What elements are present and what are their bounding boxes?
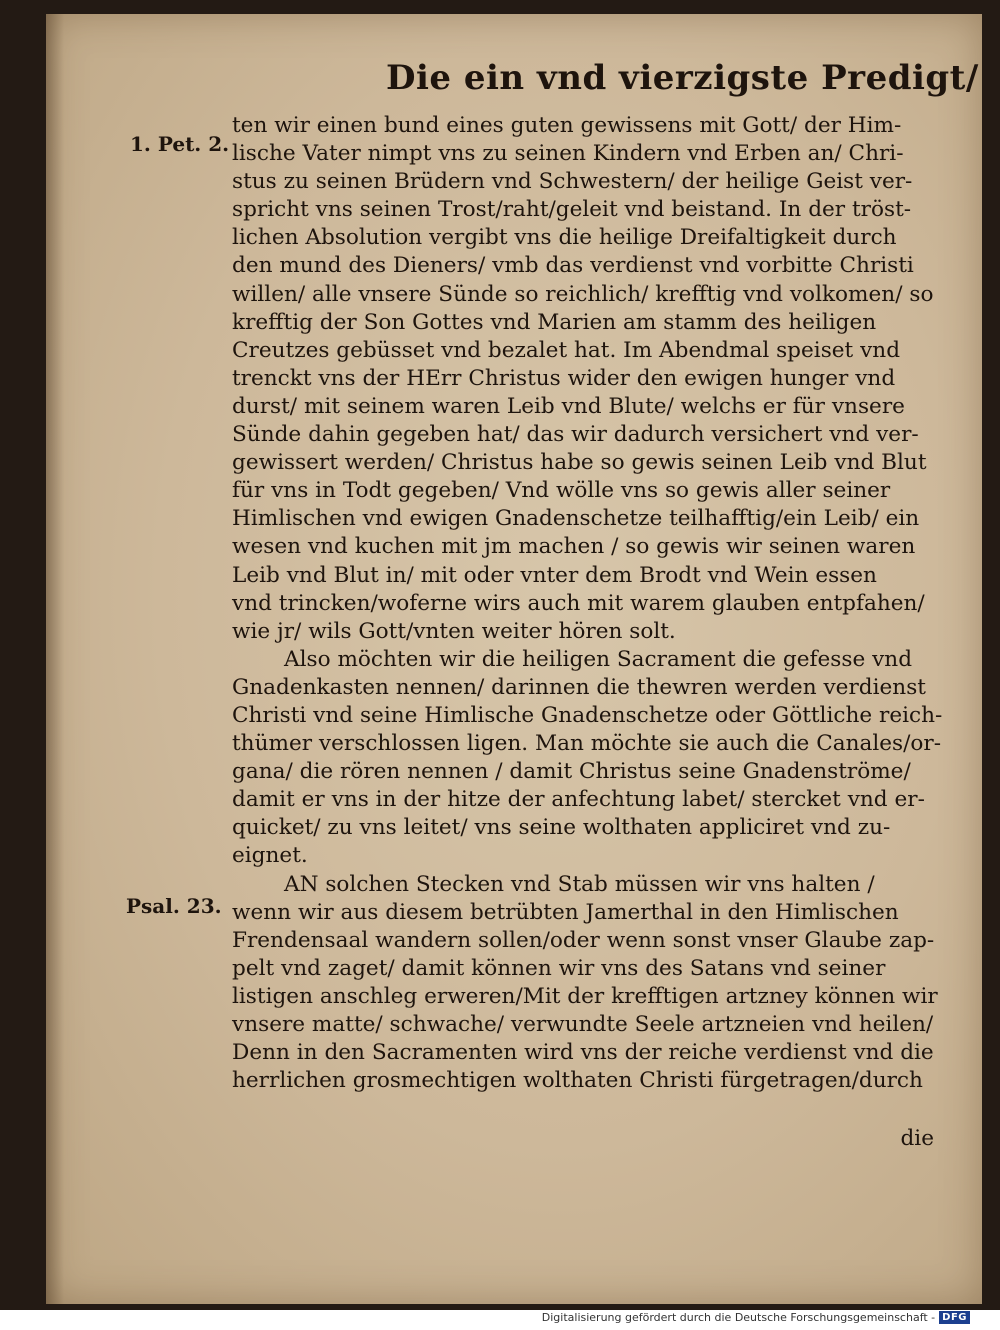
paragraph-start-line: AN solchen Stecken vnd Stab müssen wir vns halten / bbox=[284, 871, 875, 897]
text-line: wenn wir aus diesem betrübten Jamerthal in den Himlischen bbox=[232, 899, 899, 925]
text-line: für vns in Todt gegeben/ Vnd wölle vns so gewis aller seiner bbox=[232, 478, 891, 504]
text-line: vnd trincken/woferne wirs auch mit warem glauben entpfahen/ bbox=[232, 590, 925, 616]
text-line: krefftig der Son Gottes vnd Marien am stamm des heiligen bbox=[232, 309, 877, 335]
page-gutter-shadow bbox=[46, 14, 64, 1304]
text-line: den mund des Dieners/ vmb das verdienst vnd vorbitte Christi bbox=[232, 253, 914, 279]
text-line: wesen vnd kuchen mit jm machen / so gewis wir seinen waren bbox=[232, 534, 916, 560]
text-line: lichen Absolution vergibt vns die heilige Dreifaltigkeit durch bbox=[232, 225, 897, 251]
running-header: Die ein vnd vierzigste Predigt/ bbox=[386, 58, 979, 98]
text-line: willen/ alle vnsere Sünde so reichlich/ krefftig vnd volkomen/ so bbox=[232, 281, 934, 307]
text-line: vnsere matte/ schwache/ verwundte Seele artzneien vnd heilen/ bbox=[232, 1012, 934, 1037]
catchword: die bbox=[900, 1126, 934, 1151]
paragraph-start-line: Also möchten wir die heiligen Sacrament die gefesse vnd bbox=[284, 646, 913, 672]
text-line: Frendensaal wandern sollen/oder wenn sonst vnser Glaube zap- bbox=[232, 927, 935, 953]
text-line: pelt vnd zaget/ damit können wir vns des Satans vnd seiner bbox=[232, 955, 886, 981]
body-text bbox=[232, 112, 943, 1095]
text-line: quicket/ zu vns leitet/ vns seine wolthaten appliciret vnd zu- bbox=[232, 815, 891, 841]
text-line: gana/ die rören nennen / damit Christus seine Gnadenströme/ bbox=[232, 759, 911, 785]
text-line: stus zu seinen Brüdern vnd Schwestern/ der heilige Geist ver- bbox=[232, 169, 913, 195]
text-line: gewissert werden/ Christus habe so gewis seinen Leib vnd Blut bbox=[232, 450, 927, 476]
text-line: ten wir einen bund eines guten gewissens mit Gott/ der Him- bbox=[232, 113, 902, 138]
document-page bbox=[46, 14, 982, 1304]
footer-credit bbox=[542, 1308, 970, 1326]
text-line: Himlischen vnd ewigen Gnadenschetze teilhafftig/ein Leib/ ein bbox=[232, 506, 920, 532]
text-line: Gnadenkasten nennen/ darinnen die thewren werden verdienst bbox=[232, 674, 926, 700]
text-line: durst/ mit seinem waren Leib vnd Blute/ welchs er für vnsere bbox=[232, 393, 905, 419]
dfg-logo: DFG bbox=[939, 1311, 970, 1324]
text-line: trenckt vns der HErr Christus wider den ewigen hunger vnd bbox=[232, 365, 896, 391]
text-line: herrlichen grosmechtigen wolthaten Christi fürgetragen/durch bbox=[232, 1068, 923, 1094]
text-line: lische Vater nimpt vns zu seinen Kindern vnd Erben an/ Chri- bbox=[232, 141, 904, 167]
text-line: spricht vns seinen Trost/raht/geleit vnd beistand. In der tröst- bbox=[232, 197, 912, 223]
text-line: eignet. bbox=[232, 843, 308, 869]
text-line: Christi vnd seine Himlische Gnadenschetze oder Göttliche reich- bbox=[232, 702, 943, 728]
margin-note-pet: 1. Pet. 2. bbox=[130, 132, 230, 156]
text-line: damit er vns in der hitze der anfechtung labet/ stercket vnd er- bbox=[232, 787, 925, 813]
margin-note-psal: Psal. 23. bbox=[126, 894, 222, 918]
text-line: listigen anschleg erweren/Mit der krefftigen artzney können wir bbox=[232, 983, 938, 1009]
text-line: Denn in den Sacramenten wird vns der reiche verdienst vnd die bbox=[232, 1040, 934, 1066]
text-line: Leib vnd Blut in/ mit oder vnter dem Brodt vnd Wein essen bbox=[232, 562, 877, 588]
footer-text: Digitalisierung gefördert durch die Deutsche Forschungsgemeinschaft - bbox=[541, 1310, 936, 1324]
text-line: wie jr/ wils Gott/vnten weiter hören solt. bbox=[232, 618, 676, 644]
text-line: Creutzes gebüsset vnd bezalet hat. Im Abendmal speiset vnd bbox=[232, 337, 901, 363]
text-line: thümer verschlossen ligen. Man möchte sie auch die Canales/or- bbox=[232, 731, 942, 757]
text-line: Sünde dahin gegeben hat/ das wir dadurch versichert vnd ver- bbox=[232, 422, 919, 448]
